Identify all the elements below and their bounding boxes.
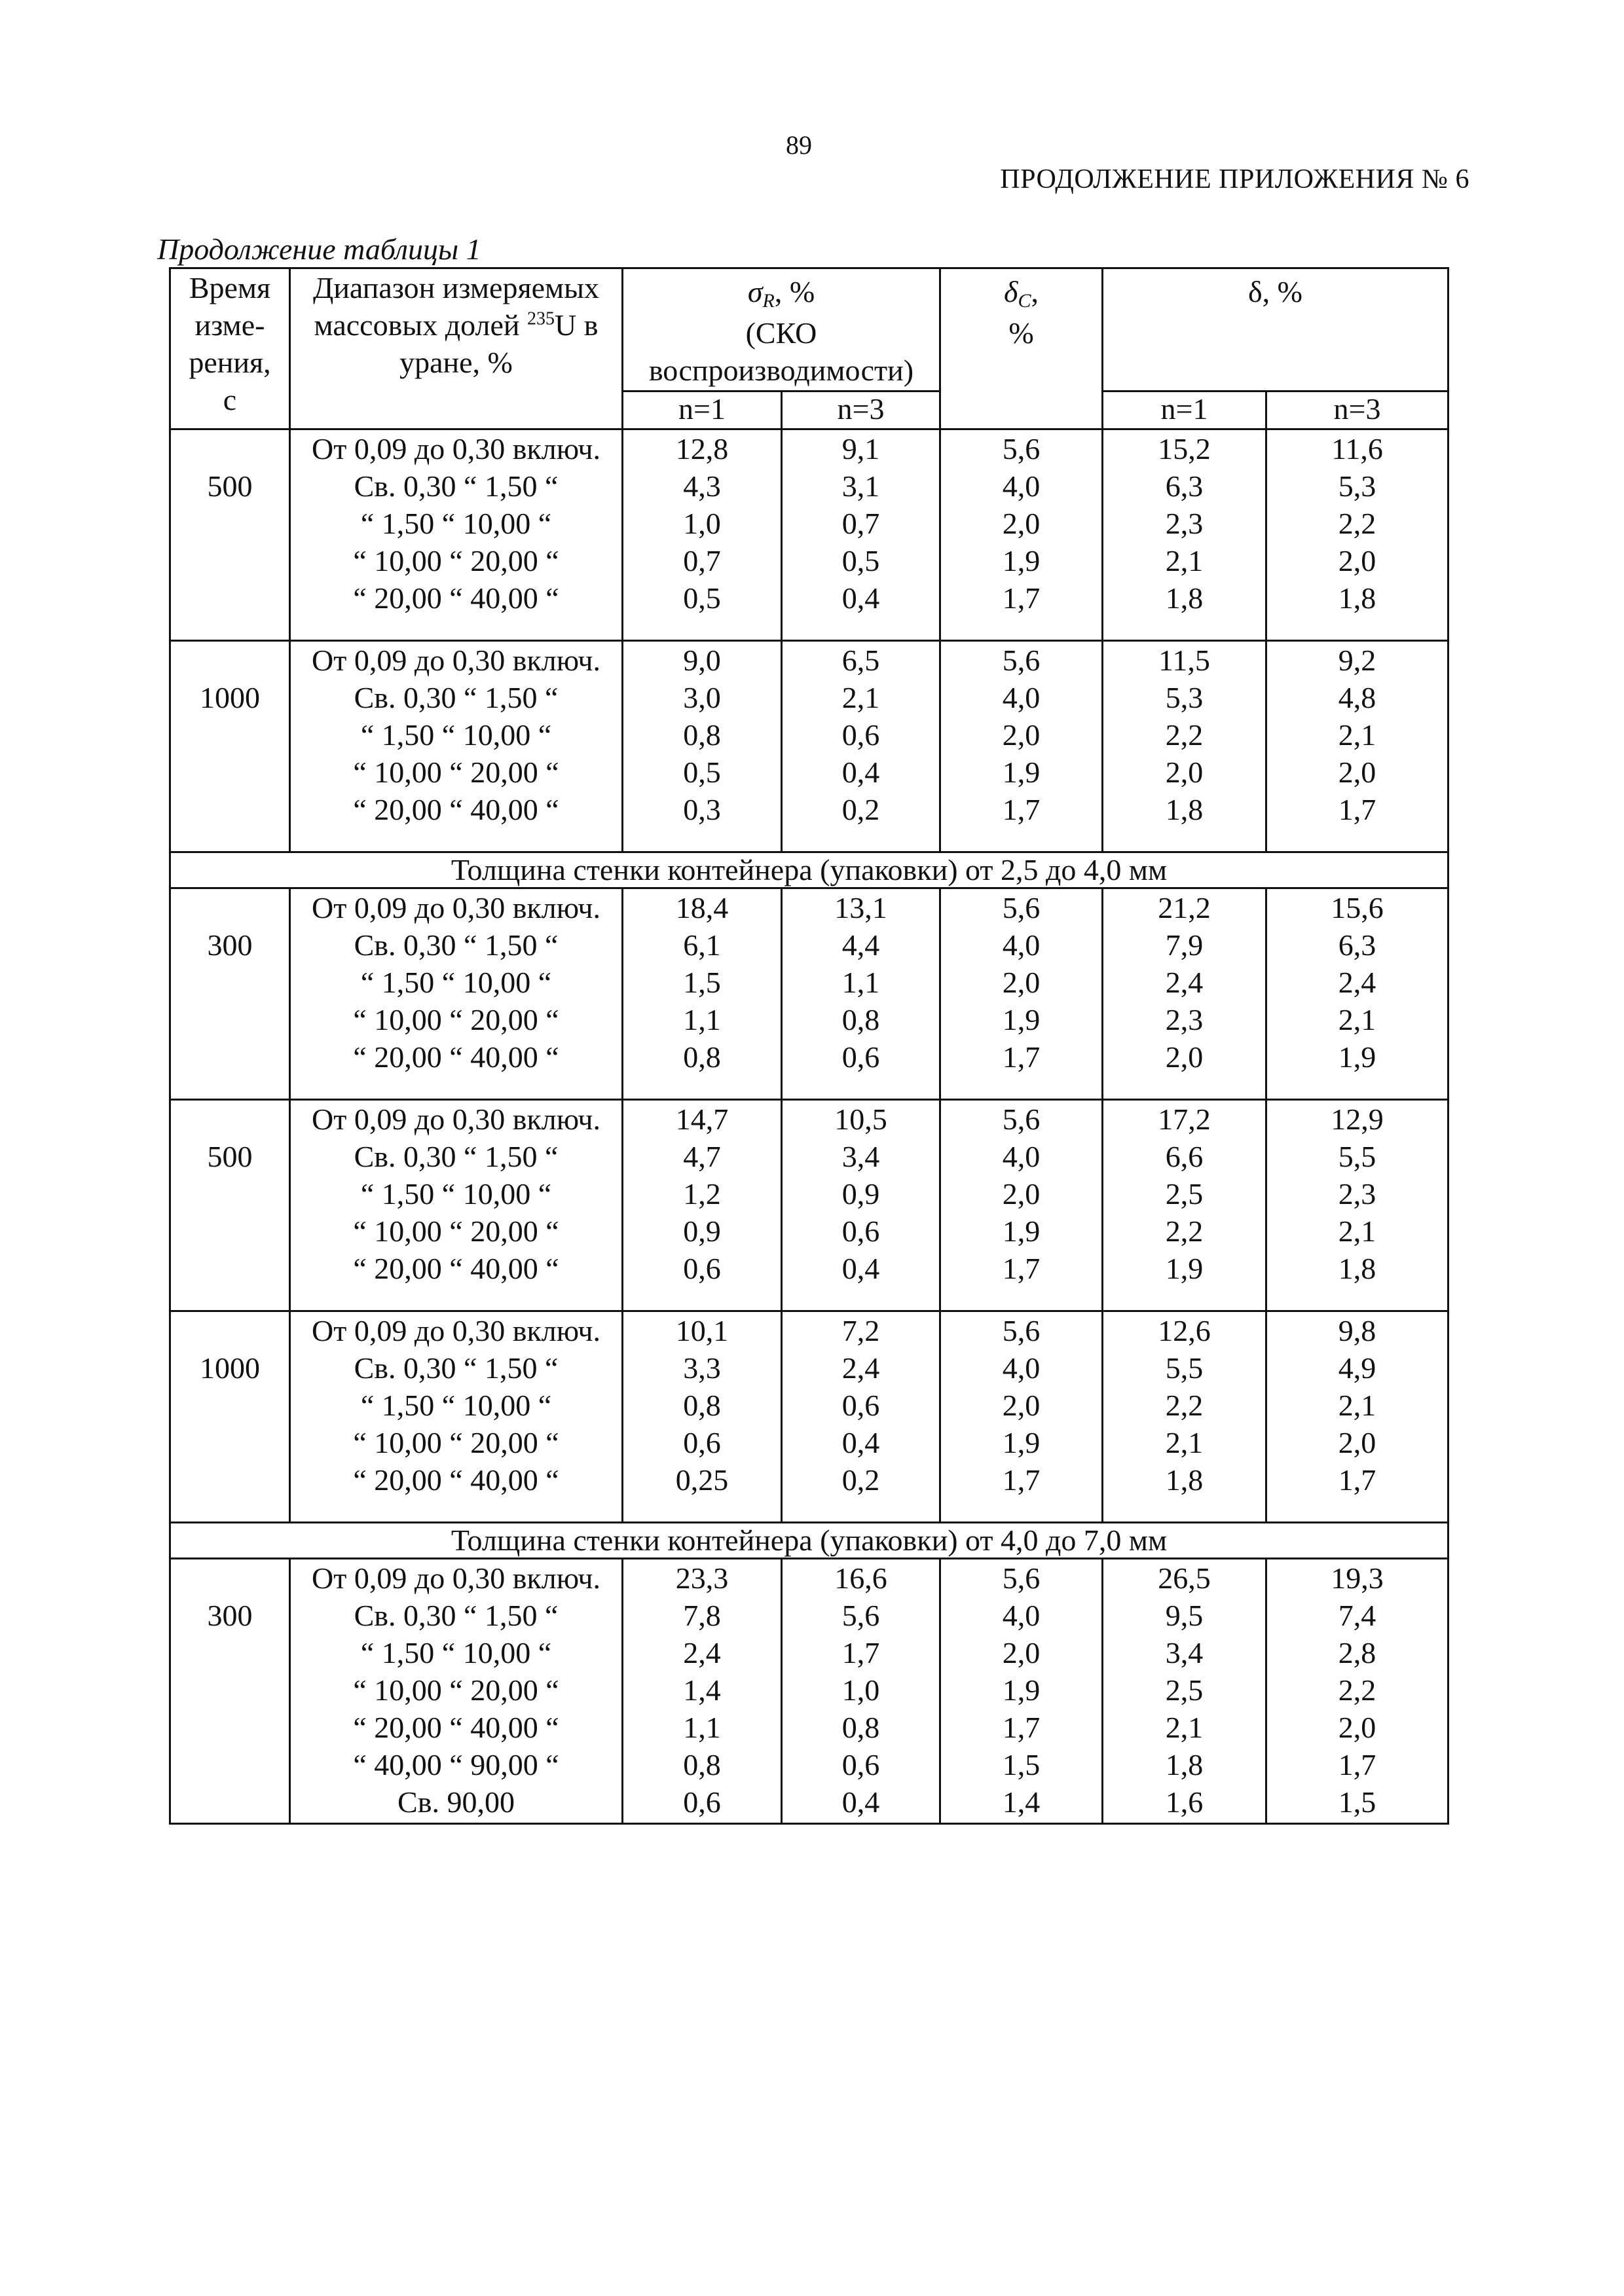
delta-n3-cell — [1266, 1100, 1449, 1311]
range-cell-value: “ 1,50 “ 10,00 “ — [360, 718, 552, 752]
sigma-n3-cell — [782, 1100, 940, 1311]
time-cell — [170, 1559, 290, 1824]
sigma-n3-cell-value: 0,6 — [841, 718, 880, 752]
sigma-n1-cell-value: 1,4 — [683, 1673, 721, 1707]
delta-n1-cell-value: 2,4 — [1165, 966, 1204, 999]
range-cell — [290, 429, 623, 641]
delta-c-cell — [940, 1559, 1103, 1824]
range-cell-value: Св. 0,30 “ 1,50 “ — [354, 681, 559, 714]
sigma-n1-cell — [623, 1100, 782, 1311]
header-time-line: Время — [189, 271, 271, 304]
sigma-n1-cell-value: 14,7 — [675, 1102, 729, 1136]
delta-n3-cell-value: 4,8 — [1338, 681, 1376, 714]
time-value: 500 — [207, 1140, 253, 1173]
sigma-n1-cell — [623, 1311, 782, 1523]
delta-n3-cell — [1266, 429, 1449, 641]
delta-n3-cell-value: 2,0 — [1338, 544, 1376, 577]
delta-n1-cell-value: 2,0 — [1165, 1040, 1204, 1074]
sigma-n3-cell-value: 0,6 — [841, 1389, 880, 1422]
delta-c-cell-value: 1,9 — [1002, 1214, 1041, 1248]
delta-c-cell-value: 1,7 — [1002, 1463, 1041, 1497]
sigma-n1-cell-value: 0,5 — [683, 756, 721, 789]
wall-thickness-label: Толщина стенки контейнера (упаковки) от 2,5 до 4,0 мм — [170, 852, 1449, 888]
header-sigma — [623, 268, 940, 392]
delta-n1-cell-value: 1,9 — [1165, 1252, 1204, 1285]
delta-n1-cell-value: 2,0 — [1165, 756, 1204, 789]
sigma-n3-cell — [782, 429, 940, 641]
delta-c-cell-value: 1,9 — [1002, 544, 1041, 577]
delta-n1-cell-value: 9,5 — [1165, 1599, 1204, 1632]
range-cell-value: От 0,09 до 0,30 включ. — [312, 1102, 600, 1136]
range-cell-value: “ 1,50 “ 10,00 “ — [360, 966, 552, 999]
time-cell — [170, 429, 290, 641]
range-cell-value: “ 10,00 “ 20,00 “ — [353, 756, 559, 789]
delta-c-cell-value: 4,0 — [1002, 1599, 1041, 1632]
delta-c-cell-value: 2,0 — [1002, 1389, 1041, 1422]
range-cell-value: “ 10,00 “ 20,00 “ — [353, 1214, 559, 1248]
range-cell — [290, 1100, 623, 1311]
time-value: 300 — [207, 1599, 253, 1632]
measurement-table — [169, 267, 1449, 1825]
range-cell — [290, 888, 623, 1100]
delta-c-cell-value: 2,0 — [1002, 1636, 1041, 1669]
time-cell — [170, 1100, 290, 1311]
sigma-n1-cell-value: 23,3 — [675, 1561, 729, 1595]
delta-c-cell-value: 2,0 — [1002, 718, 1041, 752]
header-deltac-line: % — [1008, 316, 1034, 350]
delta-n1-cell-value: 17,2 — [1158, 1102, 1211, 1136]
delta-n3-cell-value: 7,4 — [1338, 1599, 1376, 1632]
delta-n1-cell-value: 2,1 — [1165, 1711, 1204, 1744]
delta-n3-cell-value: 2,3 — [1338, 1177, 1376, 1211]
delta-n3-cell-value: 12,9 — [1331, 1102, 1384, 1136]
delta-n1-cell-value: 6,3 — [1165, 469, 1204, 503]
sigma-n1-cell-value: 0,9 — [683, 1214, 721, 1248]
sigma-n3-cell-value: 0,2 — [841, 793, 880, 826]
delta-c-cell-value: 4,0 — [1002, 1140, 1041, 1173]
sigma-n1-cell-value: 0,8 — [683, 1040, 721, 1074]
header-delta — [1103, 268, 1449, 392]
sigma-n3-cell-value: 7,2 — [841, 1314, 880, 1347]
delta-n1-cell-value: 2,1 — [1165, 1426, 1204, 1459]
delta-n3-cell-value: 2,1 — [1338, 718, 1376, 752]
sigma-n3-cell-value: 0,8 — [841, 1711, 880, 1744]
delta-n1-cell-value: 26,5 — [1158, 1561, 1211, 1595]
delta-c-cell-value: 5,6 — [1002, 1561, 1041, 1595]
sigma-n1-cell-value: 0,25 — [675, 1463, 729, 1497]
delta-n1-cell-value: 7,9 — [1165, 928, 1204, 962]
sigma-n3-cell-value: 0,7 — [841, 507, 880, 540]
delta-n1-cell-value: 3,4 — [1165, 1636, 1204, 1669]
delta-c-cell-value: 1,7 — [1002, 1711, 1041, 1744]
delta-symbol: δ — [1004, 275, 1018, 308]
delta-c-cell-value: 5,6 — [1002, 1314, 1041, 1347]
range-cell-value: “ 10,00 “ 20,00 “ — [353, 544, 559, 577]
delta-n1-cell-value: 2,5 — [1165, 1673, 1204, 1707]
range-cell — [290, 641, 623, 852]
delta-n3-cell-value: 1,8 — [1338, 1252, 1376, 1285]
sigma-n1-cell-value: 1,1 — [683, 1003, 721, 1036]
delta-n3-cell — [1266, 1559, 1449, 1824]
time-cell — [170, 888, 290, 1100]
range-cell-value: Св. 0,30 “ 1,50 “ — [354, 1599, 559, 1632]
sigma-n3-cell-value: 3,4 — [841, 1140, 880, 1173]
range-cell-value: “ 1,50 “ 10,00 “ — [360, 1389, 552, 1422]
sigma-n3-cell-value: 0,4 — [841, 1252, 880, 1285]
range-cell-value: “ 10,00 “ 20,00 “ — [353, 1003, 559, 1036]
header-sigma-n1: n=1 — [623, 392, 782, 429]
delta-n3-cell-value: 15,6 — [1331, 891, 1384, 924]
sigma-n3-cell — [782, 641, 940, 852]
range-cell-value: Св. 0,30 “ 1,50 “ — [354, 928, 559, 962]
range-cell-value: Св. 0,30 “ 1,50 “ — [354, 469, 559, 503]
delta-n1-cell-value: 2,2 — [1165, 1389, 1204, 1422]
delta-n1-cell-value: 21,2 — [1158, 891, 1211, 924]
delta-n1-cell-value: 5,5 — [1165, 1351, 1204, 1385]
sigma-n1-cell — [623, 641, 782, 852]
delta-c-cell-value: 2,0 — [1002, 966, 1041, 999]
isotope-superscript: 235 — [527, 308, 555, 329]
delta-c-cell-value: 1,9 — [1002, 1426, 1041, 1459]
header-delta-line: δ, % — [1248, 275, 1302, 308]
header-range — [290, 268, 623, 429]
sigma-n1-cell-value: 1,0 — [683, 507, 721, 540]
sigma-n3-cell — [782, 1559, 940, 1824]
sigma-n3-cell-value: 16,6 — [834, 1561, 887, 1595]
delta-n1-cell-value: 1,8 — [1165, 1748, 1204, 1781]
delta-n3-cell — [1266, 1311, 1449, 1523]
time-value: 300 — [207, 928, 253, 962]
header-delta-n1: n=1 — [1103, 392, 1266, 429]
sigma-n1-cell — [623, 888, 782, 1100]
delta-c-cell-value: 4,0 — [1002, 681, 1041, 714]
delta-n1-cell — [1103, 641, 1266, 852]
delta-n1-cell-value: 2,3 — [1165, 507, 1204, 540]
delta-c-cell-value: 1,7 — [1002, 793, 1041, 826]
header-sigma-line: σR, % — [747, 275, 815, 312]
delta-n3-cell — [1266, 641, 1449, 852]
delta-n3-cell-value: 1,5 — [1338, 1785, 1376, 1819]
sigma-n3-cell-value: 6,5 — [841, 644, 880, 677]
header-sigma-line: воспроизводимости) — [648, 354, 914, 387]
delta-c-cell-value: 5,6 — [1002, 891, 1041, 924]
delta-c-cell-value: 4,0 — [1002, 1351, 1041, 1385]
delta-n1-cell-value: 2,3 — [1165, 1003, 1204, 1036]
sigma-n3-cell-value: 0,6 — [841, 1748, 880, 1781]
delta-n1-cell — [1103, 1100, 1266, 1311]
time-value: 1000 — [200, 1351, 260, 1385]
sigma-n1-cell-value: 2,4 — [683, 1636, 721, 1669]
delta-n3-cell-value: 2,1 — [1338, 1214, 1376, 1248]
delta-c-cell-value: 2,0 — [1002, 507, 1041, 540]
sigma-n1-cell-value: 0,5 — [683, 581, 721, 615]
sigma-n1-cell — [623, 1559, 782, 1824]
sigma-n3-cell-value: 0,6 — [841, 1214, 880, 1248]
delta-n3-cell-value: 2,1 — [1338, 1389, 1376, 1422]
delta-c-cell-value: 1,7 — [1002, 581, 1041, 615]
delta-n3-cell-value: 19,3 — [1331, 1561, 1384, 1595]
delta-c-cell-value: 5,6 — [1002, 432, 1041, 465]
header-sigma-line: (СКО — [745, 316, 817, 350]
sigma-n1-cell-value: 1,5 — [683, 966, 721, 999]
sigma-n3-cell-value: 0,8 — [841, 1003, 880, 1036]
delta-c-cell-value: 5,6 — [1002, 1102, 1041, 1136]
sigma-n1-cell-value: 4,7 — [683, 1140, 721, 1173]
delta-c-cell-value: 1,9 — [1002, 756, 1041, 789]
header-deltac-line: δC, — [1004, 275, 1039, 312]
delta-n1-cell-value: 2,5 — [1165, 1177, 1204, 1211]
sigma-n3-cell-value: 0,4 — [841, 581, 880, 615]
sigma-n3-cell — [782, 888, 940, 1100]
delta-n1-cell-value: 2,2 — [1165, 718, 1204, 752]
delta-n1-cell-value: 2,2 — [1165, 1214, 1204, 1248]
sigma-n3-cell-value: 5,6 — [841, 1599, 880, 1632]
page-number: 89 — [786, 130, 812, 160]
table-row — [170, 641, 1449, 852]
sigma-n3-cell-value: 0,9 — [841, 1177, 880, 1211]
delta-n1-cell-value: 5,3 — [1165, 681, 1204, 714]
range-cell-value: “ 40,00 “ 90,00 “ — [353, 1748, 559, 1781]
time-value: 1000 — [200, 681, 260, 714]
range-cell-value: “ 20,00 “ 40,00 “ — [353, 1711, 559, 1744]
header-range-line: уране, % — [399, 346, 513, 379]
sigma-n1-cell-value: 3,3 — [683, 1351, 721, 1385]
delta-n1-cell-value: 1,6 — [1165, 1785, 1204, 1819]
header-time-line: изме- — [194, 308, 265, 342]
sigma-n1-cell-value: 7,8 — [683, 1599, 721, 1632]
range-cell-value: “ 10,00 “ 20,00 “ — [353, 1673, 559, 1707]
range-cell-value: От 0,09 до 0,30 включ. — [312, 432, 600, 465]
delta-n1-cell-value: 1,8 — [1165, 793, 1204, 826]
delta-c-cell-value: 1,4 — [1002, 1785, 1041, 1819]
delta-n1-cell — [1103, 888, 1266, 1100]
sigma-n1-cell — [623, 429, 782, 641]
sigma-n1-cell-value: 0,7 — [683, 544, 721, 577]
time-cell — [170, 641, 290, 852]
delta-n3-cell-value: 1,7 — [1338, 1748, 1376, 1781]
wall-thickness-row — [170, 852, 1449, 888]
table-row — [170, 429, 1449, 641]
delta-n3-cell-value: 2,2 — [1338, 1673, 1376, 1707]
range-cell — [290, 1311, 623, 1523]
wall-thickness-row — [170, 1523, 1449, 1559]
table-row — [170, 1559, 1449, 1824]
delta-c-cell-value: 5,6 — [1002, 644, 1041, 677]
sigma-n3-cell-value: 0,5 — [841, 544, 880, 577]
sigma-n3-cell-value: 13,1 — [834, 891, 887, 924]
sigma-n3-cell-value: 0,2 — [841, 1463, 880, 1497]
range-cell-value: От 0,09 до 0,30 включ. — [312, 891, 600, 924]
delta-c-cell — [940, 888, 1103, 1100]
delta-n3-cell-value: 9,2 — [1338, 644, 1376, 677]
delta-n3-cell-value: 2,2 — [1338, 507, 1376, 540]
header-range-line: Диапазон измеряемых — [312, 271, 600, 304]
sigma-n1-cell-value: 12,8 — [675, 432, 729, 465]
sigma-n3-cell-value: 9,1 — [841, 432, 880, 465]
delta-c-cell-value: 1,5 — [1002, 1748, 1041, 1781]
range-cell-value: “ 20,00 “ 40,00 “ — [353, 1252, 559, 1285]
delta-n1-cell-value: 11,5 — [1158, 644, 1210, 677]
sigma-n1-cell-value: 4,3 — [683, 469, 721, 503]
delta-n3-cell — [1266, 888, 1449, 1100]
delta-n3-cell-value: 1,9 — [1338, 1040, 1376, 1074]
delta-n1-cell-value: 1,8 — [1165, 1463, 1204, 1497]
sigma-n1-cell-value: 1,1 — [683, 1711, 721, 1744]
delta-n1-cell — [1103, 429, 1266, 641]
delta-c-cell-value: 1,7 — [1002, 1040, 1041, 1074]
delta-c-cell-value: 2,0 — [1002, 1177, 1041, 1211]
delta-c-cell-value: 1,9 — [1002, 1003, 1041, 1036]
sigma-n3-cell-value: 0,4 — [841, 1426, 880, 1459]
delta-c-cell — [940, 641, 1103, 852]
sigma-n1-cell-value: 0,8 — [683, 718, 721, 752]
sigma-n3-cell-value: 2,4 — [841, 1351, 880, 1385]
sigma-n1-cell-value: 18,4 — [675, 891, 729, 924]
delta-n3-cell-value: 2,0 — [1338, 756, 1376, 789]
delta-n3-cell-value: 4,9 — [1338, 1351, 1376, 1385]
range-cell-value: От 0,09 до 0,30 включ. — [312, 1314, 600, 1347]
sigma-n3-cell-value: 1,0 — [841, 1673, 880, 1707]
header-delta-c — [940, 268, 1103, 429]
delta-c-cell — [940, 1100, 1103, 1311]
range-cell-value: “ 20,00 “ 40,00 “ — [353, 793, 559, 826]
delta-n1-cell-value: 15,2 — [1158, 432, 1211, 465]
time-cell — [170, 1311, 290, 1523]
sigma-n3-cell-value: 1,7 — [841, 1636, 880, 1669]
delta-n1-cell-value: 1,8 — [1165, 581, 1204, 615]
range-cell-value: “ 20,00 “ 40,00 “ — [353, 1040, 559, 1074]
header-time-line: с — [223, 383, 237, 416]
delta-n3-cell-value: 1,8 — [1338, 581, 1376, 615]
table-row — [170, 888, 1449, 1100]
sigma-n3-cell-value: 4,4 — [841, 928, 880, 962]
delta-n3-cell-value: 2,0 — [1338, 1711, 1376, 1744]
sigma-n1-cell-value: 6,1 — [683, 928, 721, 962]
delta-c-cell-value: 1,9 — [1002, 1673, 1041, 1707]
delta-n3-cell-value: 1,7 — [1338, 1463, 1376, 1497]
delta-n3-cell-value: 9,8 — [1338, 1314, 1376, 1347]
header-time-line: рения, — [189, 346, 271, 379]
header-delta-n3: n=3 — [1266, 392, 1449, 429]
delta-c-cell — [940, 1311, 1103, 1523]
sigma-n1-cell-value: 0,8 — [683, 1748, 721, 1781]
range-cell-value: “ 1,50 “ 10,00 “ — [360, 507, 552, 540]
sigma-n1-cell-value: 9,0 — [683, 644, 721, 677]
table-body — [170, 429, 1449, 1824]
delta-n3-cell-value: 2,4 — [1338, 966, 1376, 999]
range-cell-value: “ 1,50 “ 10,00 “ — [360, 1636, 552, 1669]
delta-n1-cell — [1103, 1559, 1266, 1824]
sigma-n3-cell-value: 1,1 — [841, 966, 880, 999]
sigma-n1-cell-value: 3,0 — [683, 681, 721, 714]
sigma-n1-cell-value: 1,2 — [683, 1177, 721, 1211]
range-cell-value: Св. 90,00 — [397, 1785, 515, 1819]
delta-n3-cell-value: 5,3 — [1338, 469, 1376, 503]
delta-n3-cell-value: 11,6 — [1331, 432, 1383, 465]
sigma-n3-cell-value: 3,1 — [841, 469, 880, 503]
delta-n1-cell-value: 2,1 — [1165, 544, 1204, 577]
range-cell-value: От 0,09 до 0,30 включ. — [312, 644, 600, 677]
header-range-line: массовых долей $^{235}$U в — [314, 308, 599, 342]
table-row — [170, 1311, 1449, 1523]
delta-n3-cell-value: 6,3 — [1338, 928, 1376, 962]
range-cell-value: От 0,09 до 0,30 включ. — [312, 1561, 600, 1595]
time-value: 500 — [207, 469, 253, 503]
range-cell-value: “ 1,50 “ 10,00 “ — [360, 1177, 552, 1211]
range-cell-value: Св. 0,30 “ 1,50 “ — [354, 1351, 559, 1385]
delta-c-cell-value: 1,7 — [1002, 1252, 1041, 1285]
delta-c-cell — [940, 429, 1103, 641]
table-caption: Продолжение таблицы 1 — [157, 232, 481, 266]
header-sigma-n3: n=3 — [782, 392, 940, 429]
sigma-n3-cell — [782, 1311, 940, 1523]
range-cell-value: “ 20,00 “ 40,00 “ — [353, 581, 559, 615]
range-cell-value: “ 20,00 “ 40,00 “ — [353, 1463, 559, 1497]
sigma-n3-cell-value: 2,1 — [841, 681, 880, 714]
range-cell-value: “ 10,00 “ 20,00 “ — [353, 1426, 559, 1459]
sigma-n1-cell-value: 0,8 — [683, 1389, 721, 1422]
delta-n3-cell-value: 1,7 — [1338, 793, 1376, 826]
delta-n1-cell — [1103, 1311, 1266, 1523]
delta-n1-cell-value: 12,6 — [1158, 1314, 1211, 1347]
delta-n3-cell-value: 2,0 — [1338, 1426, 1376, 1459]
delta-c-cell-value: 4,0 — [1002, 469, 1041, 503]
sigma-n1-cell-value: 10,1 — [675, 1314, 729, 1347]
sigma-n1-cell-value: 0,6 — [683, 1785, 721, 1819]
sigma-n3-cell-value: 10,5 — [834, 1102, 887, 1136]
sigma-n1-cell-value: 0,6 — [683, 1426, 721, 1459]
sigma-n3-cell-value: 0,6 — [841, 1040, 880, 1074]
appendix-title: ПРОДОЛЖЕНИЕ ПРИЛОЖЕНИЯ № 6 — [1000, 164, 1469, 194]
header-time — [170, 268, 290, 429]
delta-c-cell-value: 4,0 — [1002, 928, 1041, 962]
sigma-n3-cell-value: 0,4 — [841, 1785, 880, 1819]
wall-thickness-label: Толщина стенки контейнера (упаковки) от 4,0 до 7,0 мм — [170, 1523, 1449, 1559]
delta-n1-cell-value: 6,6 — [1165, 1140, 1204, 1173]
delta-n3-cell-value: 2,8 — [1338, 1636, 1376, 1669]
table-row — [170, 1100, 1449, 1311]
sigma-symbol: σ — [747, 275, 763, 308]
sigma-n1-cell-value: 0,3 — [683, 793, 721, 826]
sigma-n1-cell-value: 0,6 — [683, 1252, 721, 1285]
delta-n3-cell-value: 5,5 — [1338, 1140, 1376, 1173]
range-cell — [290, 1559, 623, 1824]
range-cell-value: Св. 0,30 “ 1,50 “ — [354, 1140, 559, 1173]
sigma-n3-cell-value: 0,4 — [841, 756, 880, 789]
delta-n3-cell-value: 2,1 — [1338, 1003, 1376, 1036]
